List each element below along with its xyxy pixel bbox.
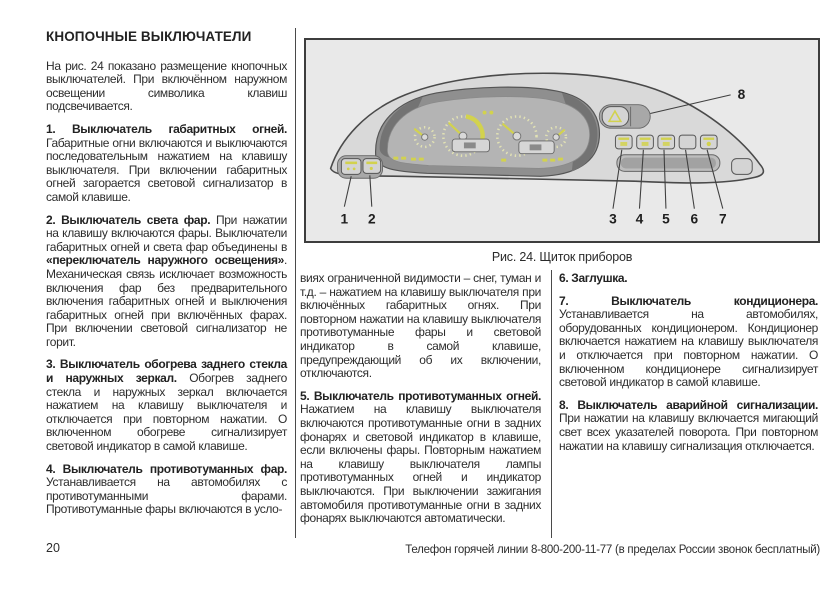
item-2-body2: . Механическая связь исключает возможность включения фар без предварительного включения габаритных огней и выключения габаритных огней при включённых фарах. При включении световой сигнализатор не горит. <box>46 253 287 349</box>
parking-light-button <box>341 159 361 175</box>
figure-caption: Рис. 24. Щиток приборов <box>491 250 633 264</box>
middle-column <box>300 272 541 535</box>
callout-number-3: 3 <box>609 211 617 227</box>
callout-number-8: 8 <box>737 86 746 102</box>
hotline-text: Телефон горячей линии 8-800-200-11-77 (в пределах России звонок бесплатный) <box>405 544 820 556</box>
item-6-lead: 6. Заглушка. <box>559 271 628 285</box>
callout-number-2: 2 <box>367 211 376 227</box>
item-5-lead: 5. Выключатель противотуманных огней. <box>300 388 541 403</box>
intro-paragraph <box>46 60 287 114</box>
item-7-body: Устанавливается на автомобилях, оборудованных кондиционером. Кондиционер включается нажатием на клавишу выключателя и отключается при повторном нажатии. О включенном кондиционере сигнализирует световой индикатор в самой клавише. <box>559 307 818 390</box>
callout-number-7: 7 <box>718 211 727 227</box>
ac-icon <box>707 142 711 146</box>
item-1-body: Габаритные огни включаются и выключаются последовательным нажатием на клавишу выключателя. При включении габаритных огней загорается световой сигнализатор в самой клавише. <box>46 135 287 204</box>
item-7-lead: 7. Выключатель кондиционера. <box>559 293 818 308</box>
callout-line-1 <box>344 176 351 206</box>
ac-button <box>700 135 717 149</box>
item-2-body: При нажатии на клавишу включаются фары. Выключатели габаритных огней и света фар объединены в <box>46 212 287 254</box>
parking-light-icon <box>345 162 357 165</box>
item-6-paragraph <box>559 272 818 286</box>
dashboard-illustration <box>306 40 818 241</box>
item-3-lead: 3. Выключатель обогрева заднего стекла и наружных зеркал. <box>46 357 287 386</box>
side-button <box>732 159 753 175</box>
heated-rear-window-icon <box>620 142 627 146</box>
right-column <box>559 272 818 462</box>
vent-slot-inner <box>621 158 716 169</box>
left-column <box>46 30 287 526</box>
item-2-bold-phrase: «переключатель наружного освещения» <box>46 253 285 268</box>
callout-line-2 <box>370 175 372 206</box>
item-8-body: При нажатии на клавишу включается мигающий свет всех указателей поворота. При повторном нажатии на клавишу сигнализация отключается. <box>559 411 818 453</box>
section-heading: КНОПОЧНЫЕ ВЫКЛЮЧАТЕЛИ <box>46 29 252 44</box>
item-2-lead: 2. Выключатель света фар. <box>46 212 211 227</box>
callout-number-4: 4 <box>635 211 644 227</box>
item-4-body: Устанавливается на автомобилях с противотуманными фарами. Противотуманные фары включаются в усло- <box>46 475 287 517</box>
callout-number-1: 1 <box>340 211 349 227</box>
hazard-button <box>602 107 630 127</box>
heated-rear-window-button <box>615 135 632 149</box>
item-3-body: Обогрев заднего стекла и наружных зеркал включается нажатием на клавишу выключателя и отключается при повторном нажатии. О включенном обогреве сигнализирует световой индикатор в самой клавише. <box>46 371 287 454</box>
item-1-lead: 1. Выключатель габаритных огней. <box>46 121 287 136</box>
item-5-paragraph <box>300 390 541 526</box>
trip-digits <box>530 144 542 150</box>
page-number: 20 <box>46 541 60 555</box>
rear-fog-button <box>658 135 675 149</box>
item-1-paragraph <box>46 123 287 205</box>
column-divider-main <box>295 28 296 538</box>
intro-text: На рис. 24 показано размещение кнопочных выключателей. При включённом наружном освещении символика клавиш подсвечивается. <box>46 58 287 114</box>
odometer-digits <box>464 142 476 148</box>
item-7-paragraph <box>559 295 818 390</box>
callout-number-6: 6 <box>690 211 699 227</box>
item-8-lead: 8. Выключатель аварийной сигнализации. <box>559 397 818 412</box>
headlight-icon <box>366 162 377 165</box>
headlight-button <box>363 159 381 174</box>
item-5-body: Нажатием на клавишу выключателя включаются противотуманные огни в задних фонарях и световой индикатор в клавише, если включены фары. Повторным нажатием на клавишу выключателя лампы противотуманных огней и индикатор выключаются. При выключении зажигания автомобиля противотуманные огни в задних фонарях выключаются автоматически. <box>300 402 541 526</box>
front-fog-icon <box>642 142 649 146</box>
blank-plug-button <box>679 135 696 149</box>
item-4-paragraph <box>46 463 287 517</box>
rear-fog-icon <box>663 142 670 146</box>
item-8-paragraph <box>559 399 818 453</box>
callout-number-5: 5 <box>662 211 670 227</box>
item-2-paragraph <box>46 214 287 350</box>
item-4-lead: 4. Выключатель противотуманных фар. <box>46 461 287 476</box>
front-fog-button <box>637 135 654 149</box>
figure-24-box <box>304 38 820 243</box>
item-3-paragraph <box>46 358 287 453</box>
column-divider-second <box>551 270 552 538</box>
item-4-continuation: виях ограниченной видимости – снег, туман и т.д. – нажатием на клавишу выключателя при включённых габаритных огнях. При повторном нажатии на клавишу выключателя противотуманные фары и световой индикатор в самой клавише, предупреждающий об их включении, отключаются. <box>300 271 541 381</box>
